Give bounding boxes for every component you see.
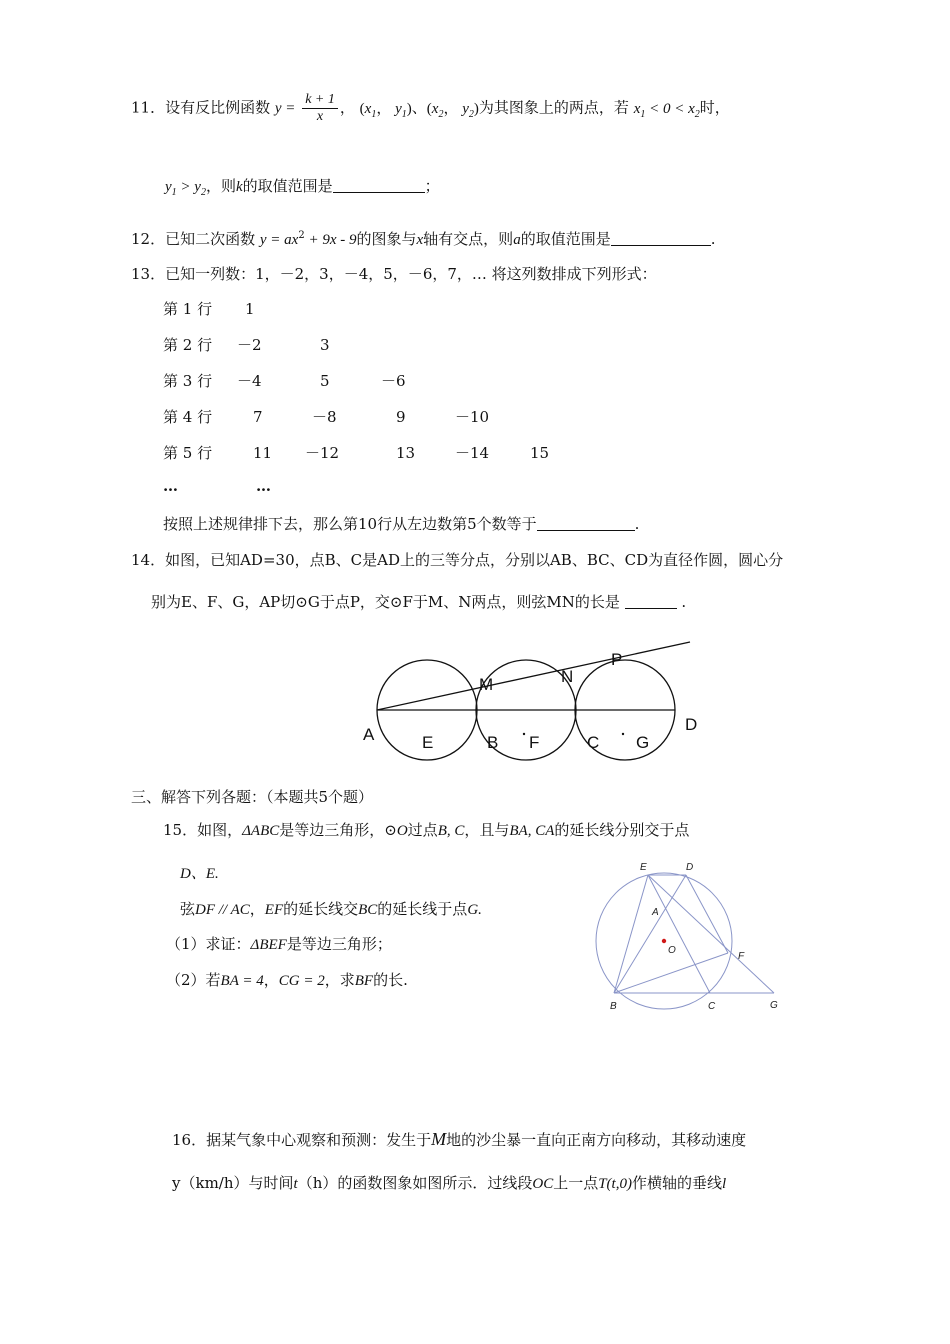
label-m: M: [479, 675, 494, 694]
q13-intro: 13．已知一列数：1，－2，3，－4，5，－6，7，… 将这列数排成下列形式：: [131, 265, 657, 283]
q15-line2: D、E.: [180, 866, 219, 882]
label-f: F: [738, 951, 745, 962]
q13-answer-blank[interactable]: [537, 516, 635, 531]
q14-circles-diagram: [355, 630, 715, 765]
q16-line1: 16．据某气象中心观察和预测：发生于M地的沙尘暴一直向正南方向移动，其移动速度: [172, 1129, 747, 1149]
row-label: 第 1 行: [163, 300, 213, 318]
table-cell: 3: [320, 336, 330, 354]
table-cell: 11: [253, 444, 273, 462]
label-p: P: [611, 650, 623, 669]
ellipsis: …: [163, 477, 178, 495]
ellipsis: …: [256, 477, 271, 495]
table-cell: －4: [237, 372, 262, 390]
row-label: 第 3 行: [163, 372, 213, 390]
q15-line1: 15．如图，ΔABC是等边三角形，⊙O过点B, C，且与BA, CA的延长线分别交于点: [163, 821, 690, 839]
q14-answer-blank[interactable]: [625, 594, 677, 609]
label-d: D: [686, 862, 694, 873]
table-cell: －6: [381, 372, 406, 390]
label-f: F: [529, 733, 540, 752]
table-cell: 15: [530, 444, 550, 462]
row-label: 第 5 行: [163, 444, 213, 462]
q15-part1: （1）求证：ΔBEF是等边三角形；: [166, 935, 392, 953]
q15-line3: 弦DF // AC，EF的延长线交BC的延长线于点G.: [180, 900, 482, 918]
table-cell: －12: [305, 444, 340, 462]
label-g: G: [636, 733, 650, 752]
label-b: B: [610, 1001, 617, 1012]
table-cell: －8: [312, 408, 337, 426]
tangent-ap: [377, 642, 690, 710]
row-label: 第 4 行: [163, 408, 213, 426]
table-cell: －10: [455, 408, 490, 426]
seg-ef: [648, 875, 774, 993]
q12-answer-blank[interactable]: [611, 231, 711, 246]
label-e: E: [422, 733, 434, 752]
label-b: B: [487, 733, 499, 752]
table-cell: 1: [245, 300, 255, 318]
q11-line1: 11．设有反比例函数 y = $\frac{k + 1}{x}$ ， ($x_1$， $y_1$)、($x_2$， $y_2$)为其图象上的两点，若 $x_1 < 0 < x_2$时，: [131, 92, 730, 124]
label-n: N: [561, 667, 574, 686]
label-o: O: [668, 945, 676, 956]
q15-part2: （2）若BA = 4，CG = 2，求BF的长.: [166, 971, 408, 989]
q11-answer-blank[interactable]: [333, 178, 425, 193]
center-o-dot: [662, 939, 666, 943]
center-g-dot: [622, 733, 624, 735]
section3-title: 三、解答下列各题：（本题共5个题）: [131, 788, 374, 806]
table-cell: －2: [237, 336, 262, 354]
label-d: D: [685, 715, 698, 734]
label-a: A: [652, 907, 659, 918]
q13-conclusion: 按照上述规律排下去，那么第10行从左边数第5个数等于 .: [163, 515, 640, 533]
q14-line2: 别为E、F、G，AP切⊙G于点P，交⊙F于M、N两点，则弦MN的长是 .: [151, 593, 687, 611]
center-f-dot: [523, 733, 525, 735]
seg-be: [614, 875, 648, 993]
q14-line1: 14．如图，已知AD=30，点B、C是AD上的三等分点，分别以AB、BC、CD为直径作圆，圆心分: [131, 551, 784, 569]
seg-df: [686, 875, 728, 953]
table-cell: 7: [253, 408, 263, 426]
q11-line2: $y_1 > y_2$，则k的取值范围是 ；: [165, 177, 440, 198]
label-g: G: [770, 1000, 778, 1011]
q11-fraction: $\frac{k + 1}{x}$: [302, 92, 338, 125]
label-c: C: [587, 733, 600, 752]
table-cell: 5: [320, 372, 330, 390]
row-label: 第 2 行: [163, 336, 213, 354]
label-c: C: [708, 1001, 716, 1012]
q15-geometry-diagram: [590, 855, 790, 1015]
label-e: E: [640, 862, 647, 873]
seg-ce: [648, 875, 710, 993]
label-a: A: [363, 725, 375, 744]
table-cell: －14: [455, 444, 490, 462]
q12-line: 12．已知二次函数 $y = ax^2 + 9x - 9$的图象与x轴有交点，则a的取值范围是 .: [131, 230, 716, 248]
q16-line2: y（km/h）与时间t（h）的函数图象如图所示．过线段OC上一点T(t,0)作横轴的垂线l: [172, 1174, 727, 1192]
seg-bf: [614, 953, 728, 993]
table-cell: 13: [396, 444, 416, 462]
seg-bd: [614, 875, 686, 993]
table-cell: 9: [396, 408, 406, 426]
